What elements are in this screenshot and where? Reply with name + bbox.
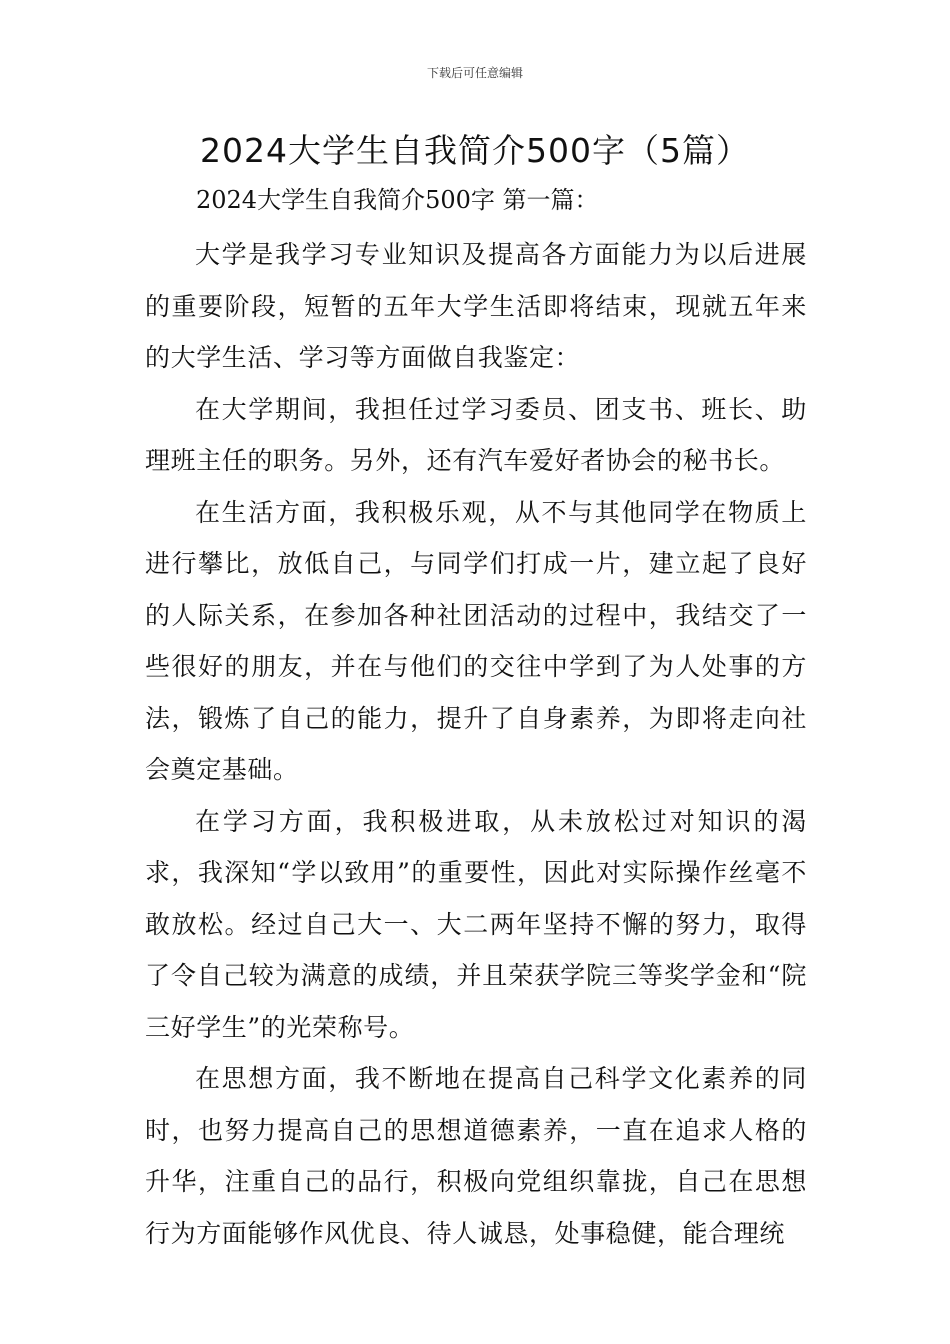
paragraph-study: 在学习方面，我积极进取，从未放松过对知识的渴求，我深知“学以致用”的重要性，因此对实际操作丝毫不敢放松。经过自己大一、大二两年坚持不懈的努力，取得了令自己较为满意的成绩，并且荣获学院三等奖学金和“院三好学生”的光荣称号。 (145, 806, 807, 1042)
paragraph-life: 在生活方面，我积极乐观，从不与其他同学在物质上进行攀比，放低自己，与同学们打成一片，建立起了良好的人际关系，在参加各种社团活动的过程中，我结交了一些很好的朋友，并在与他们的交往中学到了为人处事的方法，锻炼了自己的能力，提升了自身素养，为即将走向社会奠定基础。 (145, 497, 807, 784)
paragraph-positions: 在大学期间，我担任过学习委员、团支书、班长、助理班主任的职务。另外，还有汽车爱好者协会的秘书长。 (145, 394, 807, 475)
section-heading: 2024大学生自我简介500字 第一篇： (196, 186, 599, 214)
document-body (145, 229, 807, 1259)
paragraph-intro: 大学是我学习专业知识及提高各方面能力为以后进展的重要阶段，短暂的五年大学生活即将结束，现就五年来的大学生活、学习等方面做自我鉴定： (145, 240, 807, 372)
paragraph-thought: 在思想方面，我不断地在提高自己科学文化素养的同时，也努力提高自己的思想道德素养，一直在追求人格的升华，注重自己的品行，积极向党组织靠拢，自己在思想行为方面能够作风优良、待人诚恳，处事稳健，能合理统 (145, 1064, 807, 1248)
header-note: 下载后可任意编辑 (426, 66, 523, 80)
document-title: 2024大学生自我简介500字（5篇） (200, 131, 750, 170)
